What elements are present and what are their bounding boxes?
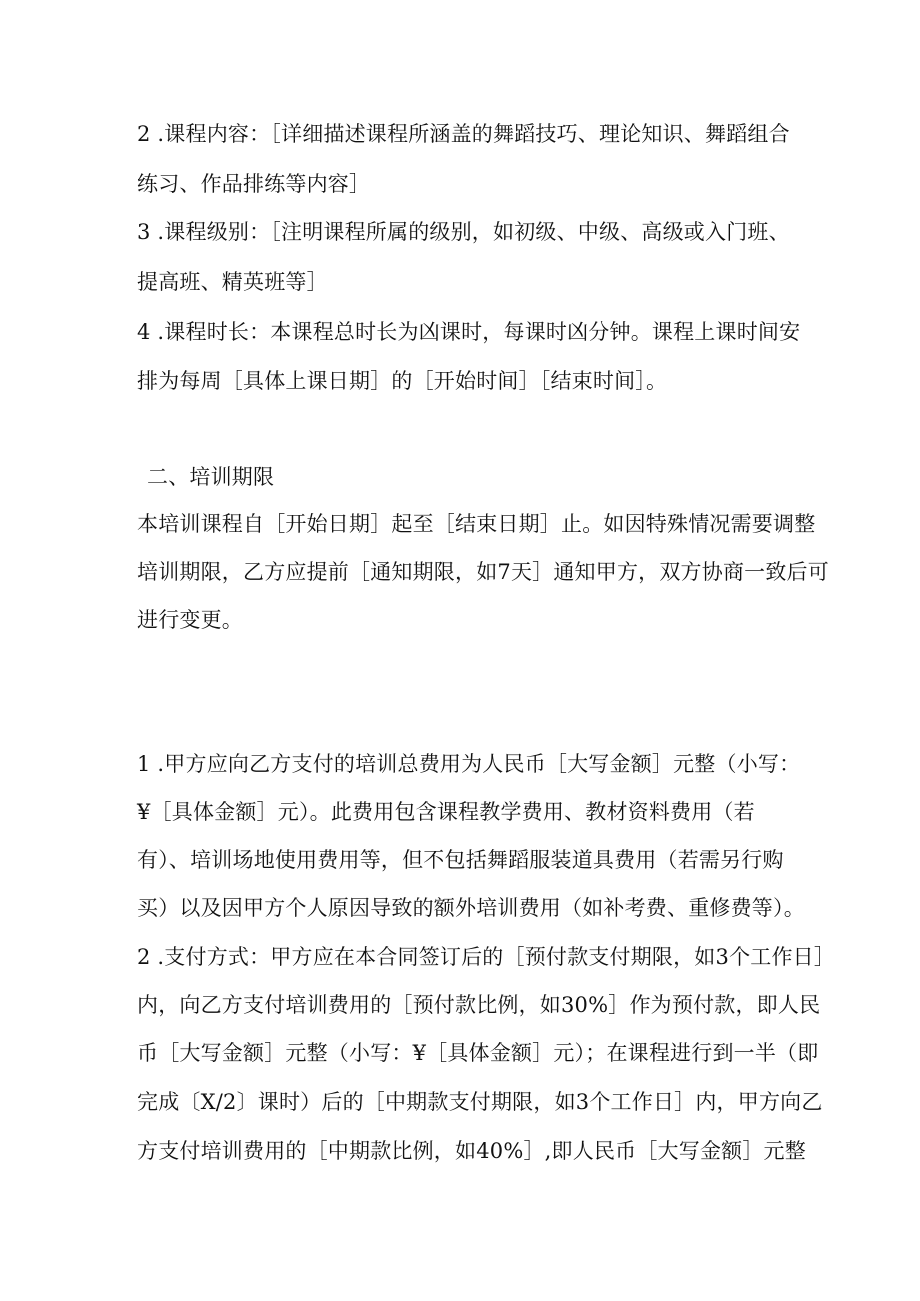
payment-method-line-3: 币［大写金额］元整（小写：¥［具体金额］元）；在课程进行到一半（即 bbox=[137, 1041, 819, 1065]
payment-method-line-2: 内，向乙方支付培训费用的［预付款比例，如30%］作为预付款，即人民 bbox=[137, 993, 821, 1017]
course-content-line-1: 2 .课程内容：［详细描述课程所涵盖的舞蹈技巧、理论知识、舞蹈组合 bbox=[137, 122, 790, 146]
fee-total-line-4: 买）以及因甲方个人原因导致的额外培训费用（如补考费、重修费等）。 bbox=[137, 896, 805, 920]
training-period-line-3: 进行变更。 bbox=[137, 608, 243, 632]
course-level-line-1: 3 .课程级别：［注明课程所属的级别，如初级、中级、高级或入门班、 bbox=[137, 220, 790, 244]
fee-total-line-3: 有）、培训场地使用费用等，但不包括舞蹈服装道具费用（若需另行购 bbox=[137, 848, 784, 872]
course-content-line-2: 练习、作品排练等内容］ bbox=[137, 172, 371, 196]
payment-method-line-5: 方支付培训费用的［中期款比例，如40%］,即人民币［大写金额］元整 bbox=[137, 1139, 806, 1163]
fee-total-line-1: 1 .甲方应向乙方支付的培训总费用为人民币［大写金额］元整（小写： bbox=[137, 752, 801, 776]
training-period-line-2: 培训期限，乙方应提前［通知期限，如7天］通知甲方，双方协商一致后可 bbox=[137, 560, 829, 584]
course-duration-line-1: 4 .课程时长：本课程总时长为凶课时，每课时凶分钟。课程上课时间安 bbox=[137, 320, 801, 344]
course-level-line-2: 提高班、精英班等］ bbox=[137, 270, 328, 294]
training-period-line-1: 本培训课程自［开始日期］起至［结束日期］止。如因特殊情况需要调整 bbox=[137, 512, 816, 536]
payment-method-line-4: 完成〔X/2〕课时）后的［中期款支付期限，如3个工作日］内，甲方向乙 bbox=[137, 1090, 823, 1114]
section-heading-training-period: 二、培训期限 bbox=[147, 465, 275, 489]
fee-total-line-2: ¥［具体金额］元）。此费用包含课程教学费用、教材资料费用（若 bbox=[137, 800, 755, 824]
payment-method-line-1: 2 .支付方式：甲方应在本合同签订后的［预付款支付期限，如3个工作日］ bbox=[137, 945, 836, 969]
course-duration-line-2: 排为每周［具体上课日期］的［开始时间］［结束时间］。 bbox=[137, 369, 668, 393]
